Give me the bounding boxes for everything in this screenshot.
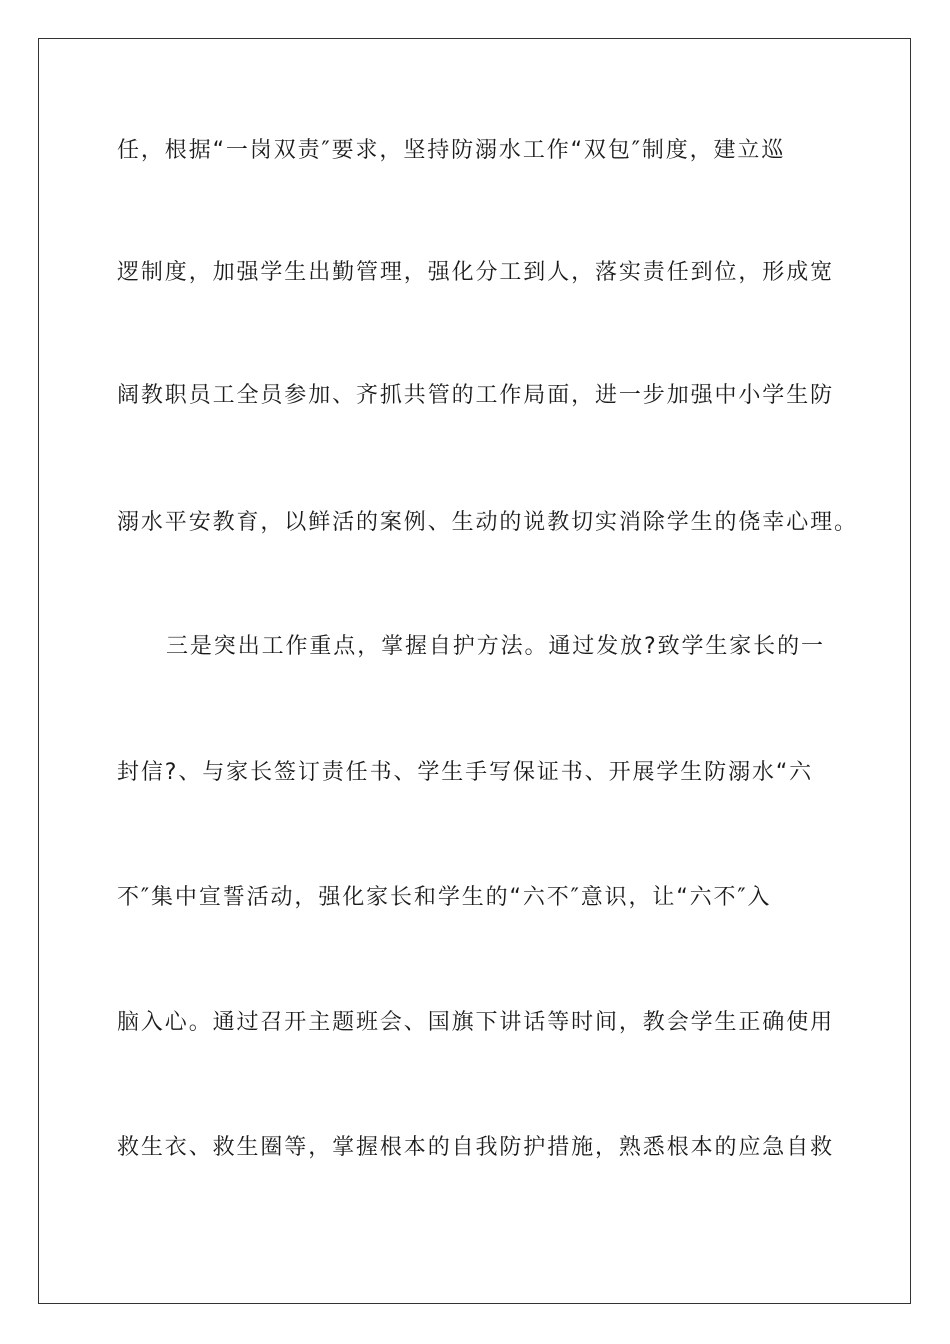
text-line: 任，根据“一岗双责″要求，坚持防溺水工作“双包″制度，建立巡: [117, 138, 786, 163]
paragraph-first-line: 三是突出工作重点，掌握自护方法。通过发放?致学生家长的一: [166, 634, 825, 659]
text-line: 脑入心。通过召开主题班会、国旗下讲话等时间，教会学生正确使用: [117, 1010, 835, 1035]
text-line: 不″集中宣誓活动，强化家长和学生的“六不″意识，让“六不″入: [117, 885, 772, 910]
text-line: 阔教职员工全员参加、齐抓共管的工作局面，进一步加强中小学生防: [117, 383, 835, 408]
page-border: [38, 38, 911, 1304]
text-line: 溺水平安教育，以鲜活的案例、生动的说教切实消除学生的侥幸心理。: [117, 510, 858, 535]
text-line: 封信?、与家长签订责任书、学生手写保证书、开展学生防溺水“六: [117, 760, 814, 785]
text-line: 救生衣、救生圈等，掌握根本的自我防护措施，熟悉根本的应急自救: [117, 1135, 835, 1160]
text-line: 逻制度，加强学生出勤管理，强化分工到人，落实责任到位，形成宽: [117, 260, 835, 285]
